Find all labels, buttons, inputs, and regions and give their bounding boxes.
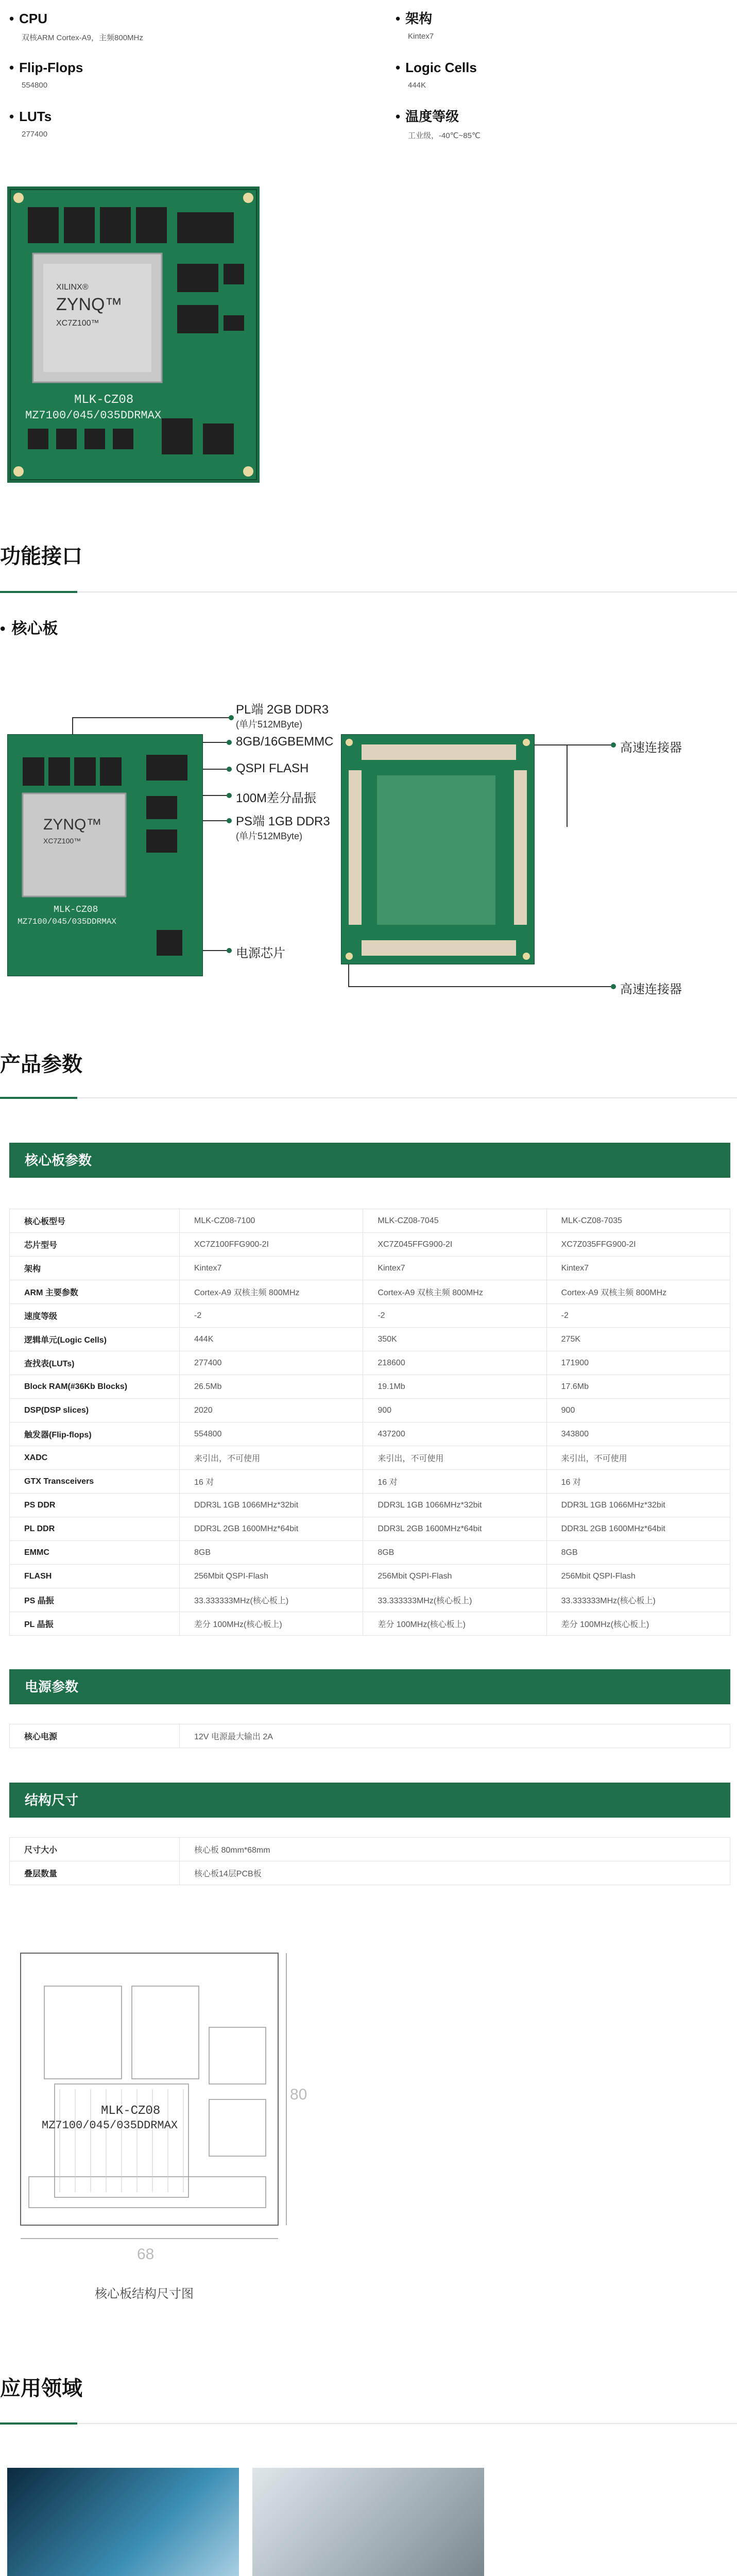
structure-table	[9, 1837, 730, 1885]
table-cell: Cortex-A9 双核主频 800MHz	[180, 1280, 363, 1304]
table-row-label: PS DDR	[10, 1494, 180, 1517]
table-row	[10, 1422, 730, 1446]
table-cell: 16 对	[546, 1470, 730, 1494]
table-row-label: 架构	[10, 1257, 180, 1280]
callout-ps-ddr	[236, 811, 330, 842]
leader-line	[567, 744, 568, 827]
table-cell: DDR3L 1GB 1066MHz*32bit	[546, 1494, 730, 1517]
core-params-table	[9, 1209, 730, 1636]
spec-arch	[396, 10, 705, 41]
table-row-label: 触发器(Flip-flops)	[10, 1422, 180, 1446]
table-cell: 350K	[363, 1328, 546, 1351]
spec-logic-cells	[396, 59, 705, 90]
drawing-board-label: MLK-CZ08	[101, 2104, 161, 2118]
spec-value: 277400	[22, 130, 48, 139]
table-row-label: 查找表(LUTs)	[10, 1351, 180, 1375]
table-cell: 来引出，不可使用	[180, 1446, 363, 1470]
table-cell: MLK-CZ08-7045	[363, 1209, 546, 1233]
spec-title: • 温度等级	[396, 108, 705, 125]
core-board-front	[7, 734, 203, 976]
table-row	[10, 1375, 730, 1399]
table-cell: 8GB	[363, 1541, 546, 1565]
table-row	[10, 1565, 730, 1588]
table-cell: 444K	[180, 1328, 363, 1351]
spec-value: Kintex7	[408, 32, 434, 41]
spec-title: • Flip-Flops	[9, 59, 318, 76]
table-row	[10, 1233, 730, 1257]
table-cell: DDR3L 2GB 1600MHz*64bit	[180, 1517, 363, 1541]
table-cell: 2020	[180, 1399, 363, 1422]
core-params-banner: 核心板参数	[9, 1143, 730, 1178]
table-cell: -2	[363, 1304, 546, 1328]
dimension-height: 80	[290, 2086, 307, 2103]
leader-line	[203, 820, 229, 821]
table-row	[10, 1257, 730, 1280]
table-cell: DDR3L 2GB 1600MHz*64bit	[546, 1517, 730, 1541]
table-cell: 437200	[363, 1422, 546, 1446]
table-cell: DDR3L 1GB 1066MHz*32bit	[180, 1494, 363, 1517]
table-cell: 900	[546, 1399, 730, 1422]
table-row	[10, 1470, 730, 1494]
table-cell: 17.6Mb	[546, 1375, 730, 1399]
table-cell: 33.333333MHz(核心板上)	[546, 1588, 730, 1612]
spec-title: • Logic Cells	[396, 59, 705, 76]
table-row	[10, 1588, 730, 1612]
table-row-label: ARM 主要参数	[10, 1280, 180, 1304]
table-cell: 33.333333MHz(核心板上)	[180, 1588, 363, 1612]
table-row	[10, 1494, 730, 1517]
callout-dot	[227, 767, 232, 772]
section-divider	[0, 591, 737, 592]
chip-model: XC7Z100™	[56, 319, 99, 328]
table-cell: 8GB	[180, 1541, 363, 1565]
table-cell: 差分 100MHz(核心板上)	[180, 1612, 363, 1636]
callout-dot	[611, 742, 616, 748]
table-row-label: 尺寸大小	[10, 1838, 180, 1861]
section-title-interface: 功能接口	[0, 545, 82, 568]
callout-dot	[229, 715, 234, 720]
leader-line	[72, 717, 232, 718]
app-image-medical	[252, 2468, 484, 2576]
table-row	[10, 1399, 730, 1422]
callout-emmc: 8GB/16GBEMMC	[236, 735, 334, 749]
table-cell: 来引出，不可使用	[546, 1446, 730, 1470]
table-cell: -2	[180, 1304, 363, 1328]
table-cell: 来引出，不可使用	[363, 1446, 546, 1470]
table-row-label: DSP(DSP slices)	[10, 1399, 180, 1422]
dimension-drawing	[13, 1950, 307, 2269]
callout-dot	[227, 793, 232, 798]
spec-title: • 架构	[396, 10, 705, 27]
table-cell: DDR3L 2GB 1600MHz*64bit	[363, 1517, 546, 1541]
subsection-title-core-board: • 核心板	[0, 616, 58, 638]
chip-name: ZYNQ™	[56, 295, 123, 314]
callout-pl-ddr-label: PL端 2GB DDR3	[236, 703, 329, 717]
callout-pl-ddr-sub: (单片512MByte)	[236, 719, 303, 730]
table-row-label: 叠层数量	[10, 1861, 180, 1885]
callout-conn-bottom: 高速连接器	[620, 982, 682, 996]
leader-line	[535, 744, 611, 745]
table-row-label: PL DDR	[10, 1517, 180, 1541]
table-cell: Kintex7	[546, 1257, 730, 1280]
table-cell: 26.5Mb	[180, 1375, 363, 1399]
table-cell: 218600	[363, 1351, 546, 1375]
table-row-label: 速度等级	[10, 1304, 180, 1328]
leader-line	[203, 795, 229, 796]
dimension-width: 68	[137, 2246, 155, 2263]
table-row	[10, 1541, 730, 1565]
app-image-industrial	[7, 2468, 239, 2576]
table-cell: 差分 100MHz(核心板上)	[546, 1612, 730, 1636]
board-label: MLK-CZ08	[74, 393, 134, 407]
table-row-label: 核心电源	[10, 1724, 180, 1748]
power-params-banner: 电源参数	[9, 1669, 730, 1704]
table-cell: XC7Z045FFG900-2I	[363, 1233, 546, 1257]
table-cell: 8GB	[546, 1541, 730, 1565]
core-board-photo	[7, 187, 260, 483]
table-row-label: PL 晶振	[10, 1612, 180, 1636]
table-cell: Kintex7	[363, 1257, 546, 1280]
table-cell: 核心板 80mm*68mm	[180, 1838, 730, 1861]
callout-ps-ddr-label: PS端 1GB DDR3	[236, 815, 330, 828]
callout-dot	[227, 818, 232, 823]
board-model: MZ7100/045/035DDRMAX	[25, 409, 162, 422]
callout-power: 电源芯片	[236, 946, 285, 960]
table-row-label: GTX Transceivers	[10, 1470, 180, 1494]
spec-cpu	[9, 10, 318, 43]
table-cell: 275K	[546, 1328, 730, 1351]
table-row-label: XADC	[10, 1446, 180, 1470]
table-cell: XC7Z100FFG900-2I	[180, 1233, 363, 1257]
callout-ps-ddr-sub: (单片512MByte)	[236, 831, 303, 841]
spec-temp	[396, 108, 705, 141]
table-row	[10, 1280, 730, 1304]
table-cell: 277400	[180, 1351, 363, 1375]
structure-banner: 结构尺寸	[9, 1783, 730, 1818]
table-row	[10, 1838, 730, 1861]
section-divider	[0, 2423, 737, 2424]
table-cell: 256Mbit QSPI-Flash	[363, 1565, 546, 1588]
callout-dot	[227, 948, 232, 953]
table-cell: 900	[363, 1399, 546, 1422]
callout-dot	[611, 984, 616, 989]
table-cell: 核心板14层PCB板	[180, 1861, 730, 1885]
dimension-caption: 核心板结构尺寸图	[95, 2287, 194, 2301]
section-divider	[0, 1097, 737, 1098]
spec-value: 444K	[408, 81, 426, 90]
table-cell: 256Mbit QSPI-Flash	[180, 1565, 363, 1588]
table-cell: 12V 电源最大输出 2A	[180, 1724, 730, 1748]
spec-title: • CPU	[9, 10, 318, 27]
chip-brand: XILINX®	[56, 283, 89, 292]
table-row-label: PS 晶振	[10, 1588, 180, 1612]
table-cell: 16 对	[180, 1470, 363, 1494]
spec-flipflops	[9, 59, 318, 90]
table-row	[10, 1861, 730, 1885]
spec-value: 工业级，-40℃~85℃	[408, 131, 481, 140]
table-row	[10, 1612, 730, 1636]
table-cell: Cortex-A9 双核主频 800MHz	[363, 1280, 546, 1304]
leader-line	[203, 769, 229, 770]
front-board-model: MZ7100/045/035DDRMAX	[18, 917, 117, 926]
table-row	[10, 1724, 730, 1748]
leader-line	[72, 717, 73, 734]
leader-line	[348, 986, 611, 987]
callout-pl-ddr	[236, 699, 329, 731]
section-title-params: 产品参数	[0, 1053, 82, 1076]
table-row	[10, 1446, 730, 1470]
spec-value: 554800	[22, 81, 48, 90]
front-chip-model: XC7Z100™	[43, 837, 81, 845]
leader-line	[348, 964, 349, 987]
table-row	[10, 1517, 730, 1541]
spec-list	[9, 10, 730, 144]
leader-line	[203, 950, 229, 951]
callout-conn-top: 高速连接器	[620, 741, 682, 755]
table-cell: MLK-CZ08-7035	[546, 1209, 730, 1233]
front-board-label: MLK-CZ08	[54, 905, 98, 915]
table-cell: 33.333333MHz(核心板上)	[363, 1588, 546, 1612]
table-cell: DDR3L 1GB 1066MHz*32bit	[363, 1494, 546, 1517]
table-cell: 19.1Mb	[363, 1375, 546, 1399]
table-cell: XC7Z035FFG900-2I	[546, 1233, 730, 1257]
table-row	[10, 1351, 730, 1375]
core-board-back	[341, 734, 535, 964]
spec-value: 双核ARM Cortex-A9，主频800MHz	[22, 33, 143, 42]
front-chip-name: ZYNQ™	[43, 816, 102, 833]
table-cell: 差分 100MHz(核心板上)	[363, 1612, 546, 1636]
table-cell: 256Mbit QSPI-Flash	[546, 1565, 730, 1588]
table-cell: MLK-CZ08-7100	[180, 1209, 363, 1233]
table-cell: 171900	[546, 1351, 730, 1375]
table-row	[10, 1328, 730, 1351]
table-row-label: 核心板型号	[10, 1209, 180, 1233]
spec-luts	[9, 108, 318, 139]
table-row-label: EMMC	[10, 1541, 180, 1565]
leader-line	[203, 742, 229, 743]
table-row	[10, 1304, 730, 1328]
table-row-label: 芯片型号	[10, 1233, 180, 1257]
table-row	[10, 1209, 730, 1233]
callout-osc: 100M差分晶振	[236, 791, 317, 805]
drawing-board-model: MZ7100/045/035DDRMAX	[42, 2119, 178, 2132]
table-row-label: FLASH	[10, 1565, 180, 1588]
power-params-table	[9, 1724, 730, 1748]
table-row-label: Block RAM(#36Kb Blocks)	[10, 1375, 180, 1399]
table-cell: 16 对	[363, 1470, 546, 1494]
table-cell: -2	[546, 1304, 730, 1328]
callout-dot	[227, 740, 232, 745]
table-cell: 554800	[180, 1422, 363, 1446]
table-cell: Kintex7	[180, 1257, 363, 1280]
callout-qspi: QSPI FLASH	[236, 761, 309, 775]
section-title-apps: 应用领域	[0, 2377, 82, 2400]
table-cell: 343800	[546, 1422, 730, 1446]
spec-title: • LUTs	[9, 108, 318, 125]
table-row-label: 逻辑单元(Logic Cells)	[10, 1328, 180, 1351]
table-cell: Cortex-A9 双核主频 800MHz	[546, 1280, 730, 1304]
